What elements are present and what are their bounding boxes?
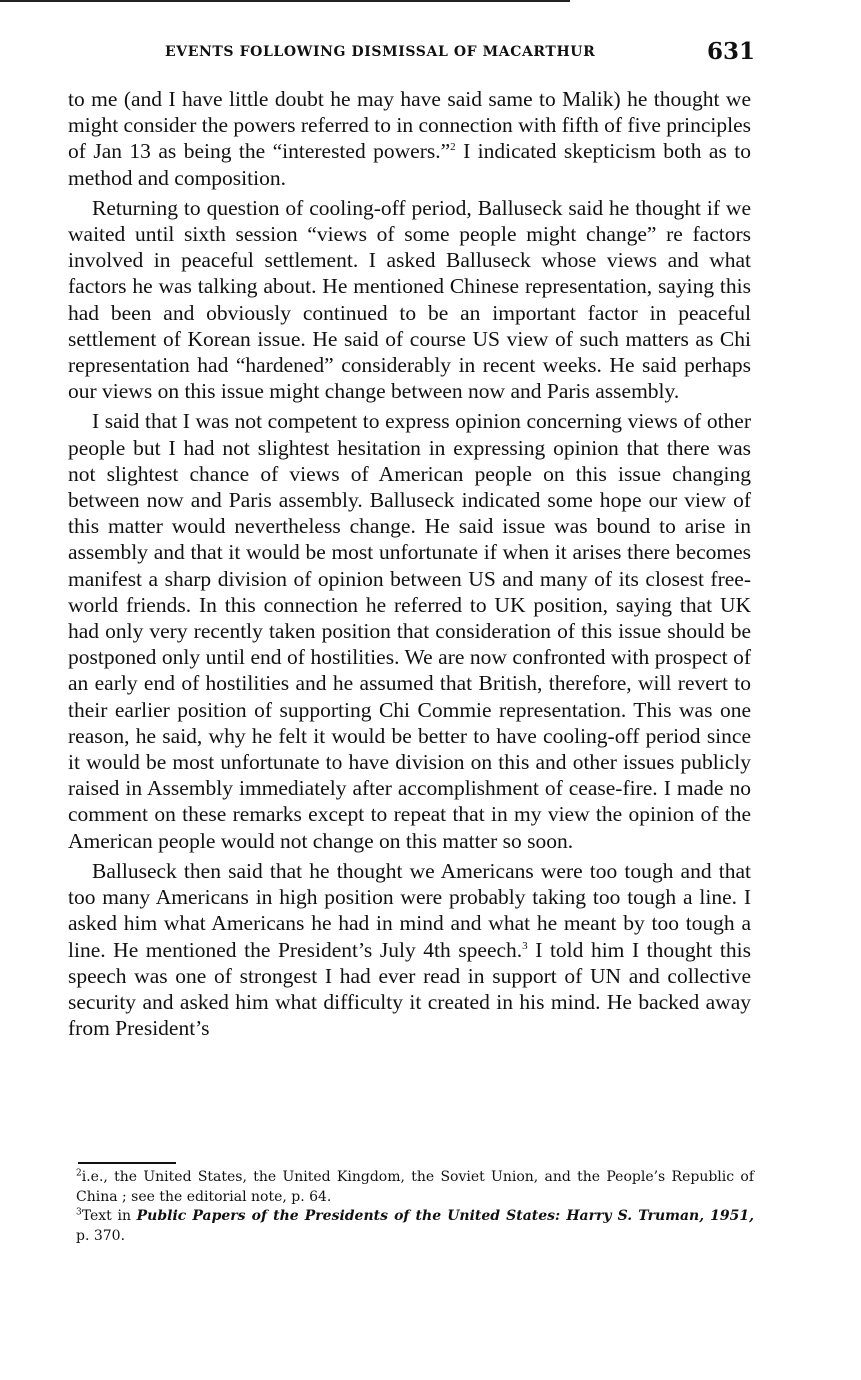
paragraph-2: Returning to question of cooling-off period, Balluseck said he thought if we waited until sixth session “views of some people might change” re factors involved in peaceful settlement. I asked Balluseck whose views and what factors he was talking about. He mentioned Chinese representation, saying this had been and obviously continued to be an important factor in peaceful settlement of Korean issue. He said of course US view of such matters as Chi representation had “hardened” considerably in recent weeks. He said perhaps our views on this issue might change between now and Paris assembly. — [68, 195, 751, 404]
footnote-3-text-before: Text in — [81, 1208, 137, 1224]
footnote-3-text-after: p. 370. — [76, 1227, 126, 1244]
paragraph-4-text-a: Balluseck then said that he thought we Americans were too tough and that too many Americans in high position were probably taking too tough a line. I asked him what Americans he had in mind and what he meant by too tough a line. He mentioned the President’s July 4th speech. — [68, 858, 751, 962]
paragraph-1-text-a: to me (and I have little doubt he may have said same to Malik) he thought we might consider the powers referred to in connection with fifth of five principles of Jan 13 as being the “interested powers.” — [68, 87, 752, 164]
footnote-2 — [76, 1168, 754, 1207]
paragraph-3: I said that I was not competent to express opinion concerning views of other people but I had not slightest hesitation in expressing opinion that there was not slightest chance of views of American people on this issue changing between now and Paris assembly. Balluseck indicated some hope our view of this matter would nevertheless change. He said issue was bound to arise in assembly and that it would be most unfortunate if when it arises there becomes manifest a sharp division of opinion between US and many of its closest free-world friends. In this connection he referred to UK position, saying that UK had only very recently taken position that consideration of this issue should be postponed only until end of hostilities. We are now confronted with prospect of an early end of hostilities and he assumed that British, therefore, will revert to their earlier position of supporting Chi Commie representation. This was one reason, he said, why he felt it would be better to have cooling-off period since it would be most unfortunate to have division on this and other issues publicly raised in Assembly immediately after accomplishment of cease-fire. I made no comment on these remarks except to repeat that in my view the opinion of the American people would not change on this matter so soon. — [68, 409, 751, 853]
footnote-mark-2: 2 — [76, 1168, 82, 1179]
paragraph-4-text-b: I told him I thought this speech was one of strongest I had ever read in support of UN and collective security and asked him what difficulty it created in his mind. He backed away from President’s — [68, 937, 751, 1041]
footnotes — [76, 1168, 754, 1246]
body-text — [68, 86, 751, 1041]
paragraph-4 — [68, 858, 751, 1041]
footnote-rule — [78, 1162, 176, 1164]
footnote-mark-3: 3 — [76, 1207, 82, 1218]
running-head: EVENTS FOLLOWING DISMISSAL OF MACARTHUR — [165, 44, 596, 60]
page-number: 631 — [707, 38, 756, 65]
footnote-2-text: i.e., the United States, the United Kingdom, the Soviet Union, and the People’s Republic of China ; see the editorial note, p. 64. — [76, 1169, 754, 1205]
footnote-reference-2: 2 — [450, 141, 456, 154]
footnote-reference-3: 3 — [522, 939, 528, 952]
top-rule — [0, 0, 570, 2]
footnote-3 — [76, 1207, 754, 1246]
paragraph-1-text-b: I indicated skepticism both as to method and composition. — [68, 139, 751, 190]
paragraph-1 — [68, 86, 751, 191]
footnote-3-citation-title: Public Papers of the Presidents of the United States: Harry S. Truman, 1951, — [136, 1208, 755, 1224]
